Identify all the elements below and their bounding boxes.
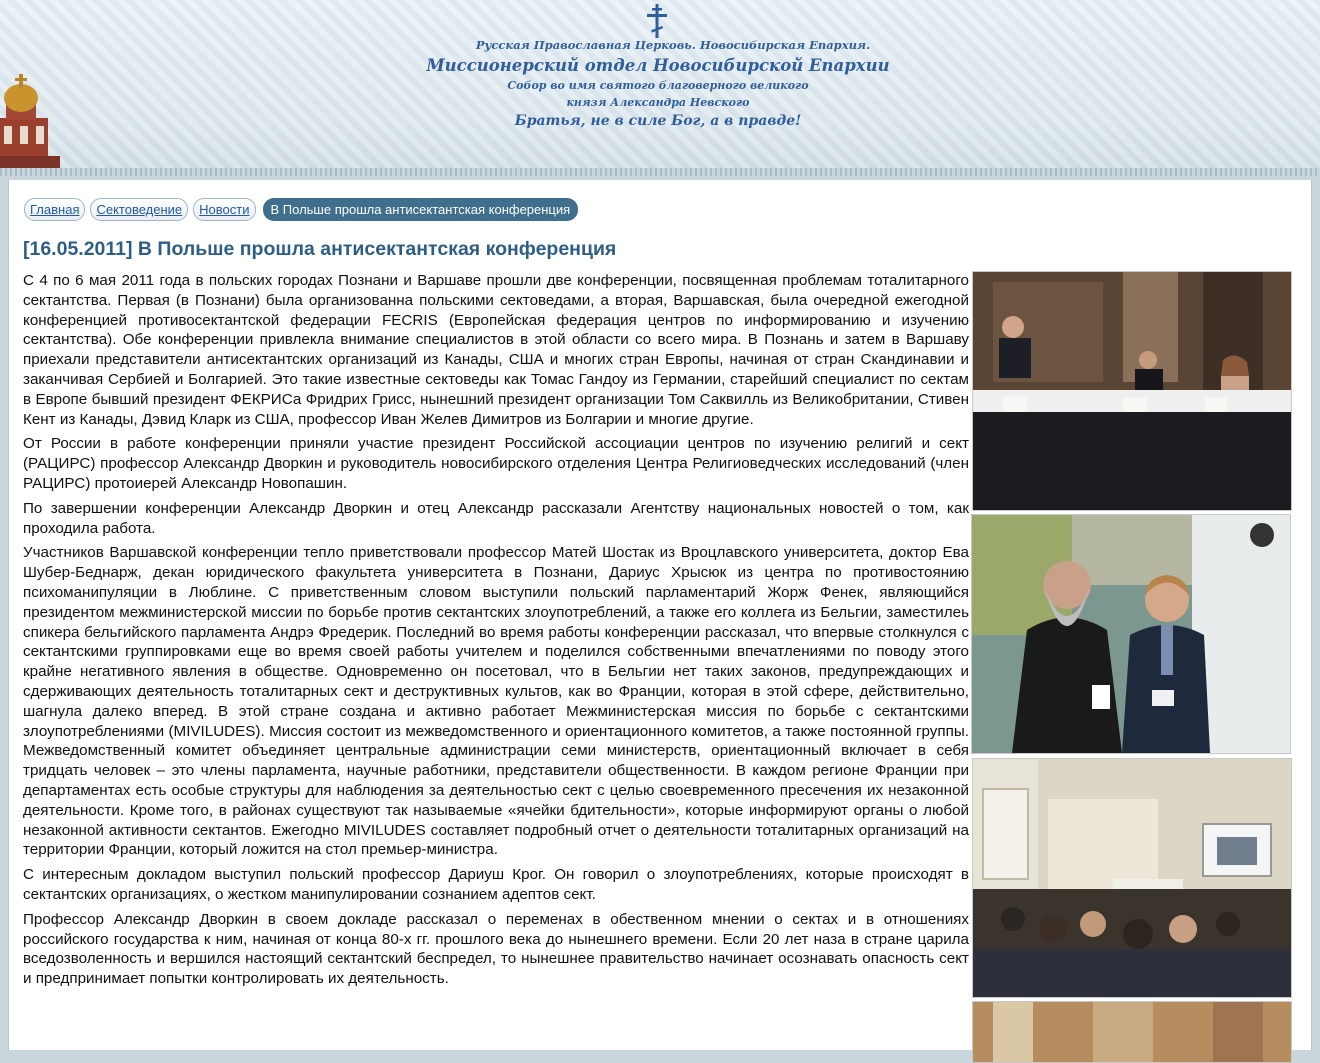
breadcrumb [24, 198, 578, 221]
conference-photo-partial[interactable] [972, 1001, 1292, 1063]
header-church-name: Русская Православная Церковь. Новосибирская Епархия. [475, 38, 871, 52]
dvorkin-novopashin-photo[interactable] [971, 514, 1291, 754]
content-panel [8, 180, 1312, 1050]
article-paragraph: С 4 по 6 мая 2011 года в польских городах Познани и Варшаве прошли две конференции, посвященная проблемам тоталитарного сектантства. Первая (в Познани) была организованна польскими сектоведами, а вторая, Варшавская, была очередной ежегодной конференцией противосектантской федерации FECRIS (Европейская федерация центров по информированию и изучению сектантства). Обе конференции привлекла внимание специалистов в этой области со всего мира. В Познань и затем в Варшаву приехали представители антисектантских организаций из Канады, США и многих стран Европы, начиная от стран Скандинавии и заканчивая Сербией и Болгарией. Это такие известные сектоведы как Томас Гандоу из Германии, старейший специалист по сектам в Европе бывший президент ФЕКРИСа Фридрих Грисс, нынешний президент организации Том Саквилль из Великобритании, Стивен Кент из Канады, Дэвид Кларк из США, профессор Иван Желев Димитров из Болгарии и многие другие. [23, 272, 969, 428]
header-divider [0, 168, 1320, 176]
breadcrumb-news-link[interactable]: Новости [193, 198, 255, 221]
article-paragraph: Профессор Александр Дворкин в своем докладе рассказал о переменах в обественном мнении о сектах и в отношениях российского государства к ним, начиная от конца 80-х гг. прошлого века до нынешнего времени. Если 20 лет наза в стране царила вседозволенность и вершился настоящий сектантский беспредел, то нынешнее правительство начинает осознавать опасность сект и предпринимает попытки контролировать их деятельность. [23, 910, 969, 988]
breadcrumb-current: В Польше прошла антисектантская конференция [263, 198, 579, 221]
article-title: [16.05.2011] В Польше прошла антисектантская конференция [23, 238, 617, 260]
header-department-name: Миссионерский отдел Новосибирской Епархии [426, 56, 890, 75]
header-motto: Братья, не в силе Бог, а в правде! [514, 113, 802, 129]
conference-panel-photo[interactable] [972, 271, 1292, 511]
orthodox-cross-icon [645, 4, 669, 38]
article-paragraph: По завершении конференции Александр Дворкин и отец Александр рассказали Агентству национальных новостей о том, как проходила работа. [23, 499, 969, 537]
lecture-room-photo[interactable] [972, 758, 1292, 998]
header-cathedral-line2: князя Александра Невского [566, 96, 750, 109]
article-paragraph: Участников Варшавской конференции тепло приветствовали профессор Матей Шостак из Вроцлавского университета, доктор Ева Шубер-Беднарж, декан юридического факультета университета в Познани, Дариус Хрысюк из центра по противостоянию психоманипуляции в Люблине. С приветственным словом выступили польский парламентарий Жорж Фенек, являющийся президентом межминистерской миссии по борьбе против сектантских злоупотреблений, а также его коллега из Бельгии, заместилеь спикера бельгийского парламента Андрэ Фредерик. Последний во время работы конференции рассказал, что впервые столкнулся с сектантскими группировками еще во время своей работы учителем и поделился собственными впечатлениями по поводу этого крайне негативного явления в обществе. Одновременно он посетовал, что в Бельгии нет таких законов, предупреждающих и сдерживающих деятельность тоталитарных сект и деструктивных культов, как во Франции, которая в этой сфере, действительно, шагнула далеко вперед. В этой стране создана и активно работает Межминистерская миссия по борьбе с сектантскими злоупотреблениями (MIVILUDES). Миссия состоит из межведомственного и ориентационного комитетов, а также постоянной группы. Межведомственный комитет объединяет центральные администрации семи министерств, ориентационный включает в себя тридцать человек – это члены парламента, научные работники, представители общественности. В каждом регионе Франции при департаментах есть особые структуры для наблюдения за деятельностью сект с целью своевременного пресечения их незаконной деятельности. Кроме того, в районах существуют так называемые «ячейки бдительности», которые информируют органы о любой незаконной активности сектантов. Ежегодно MIVILUDES составляет подробный отчет о деятельности тоталитарных организаций на территории Франции, который ложится на стол премьер-министра. [23, 544, 969, 859]
header-cathedral-line1: Собор во имя святого благоверного великого [507, 79, 809, 92]
breadcrumb-home-link[interactable]: Главная [24, 198, 85, 221]
article-paragraph: С интересным докладом выступил польский профессор Дариуш Крог. Он говорил о злоупотреблениях, которые происходят в сектантских организациях, о жестком манипулировании сознанием адептов сект. [23, 866, 969, 903]
site-header [0, 0, 1320, 175]
article-paragraph: От России в работе конференции приняли участие президент Российской ассоциации центров по изучению религий и сект (РАЦИРС) профессор Александр Дворкин и руководитель новосибирского отделения Центра Религиоведческих исследований (член РАЦИРС) протоиерей Александр Новопашин. [23, 435, 969, 492]
breadcrumb-sectology-link[interactable]: Сектоведение [90, 198, 188, 221]
article-body [23, 271, 969, 994]
